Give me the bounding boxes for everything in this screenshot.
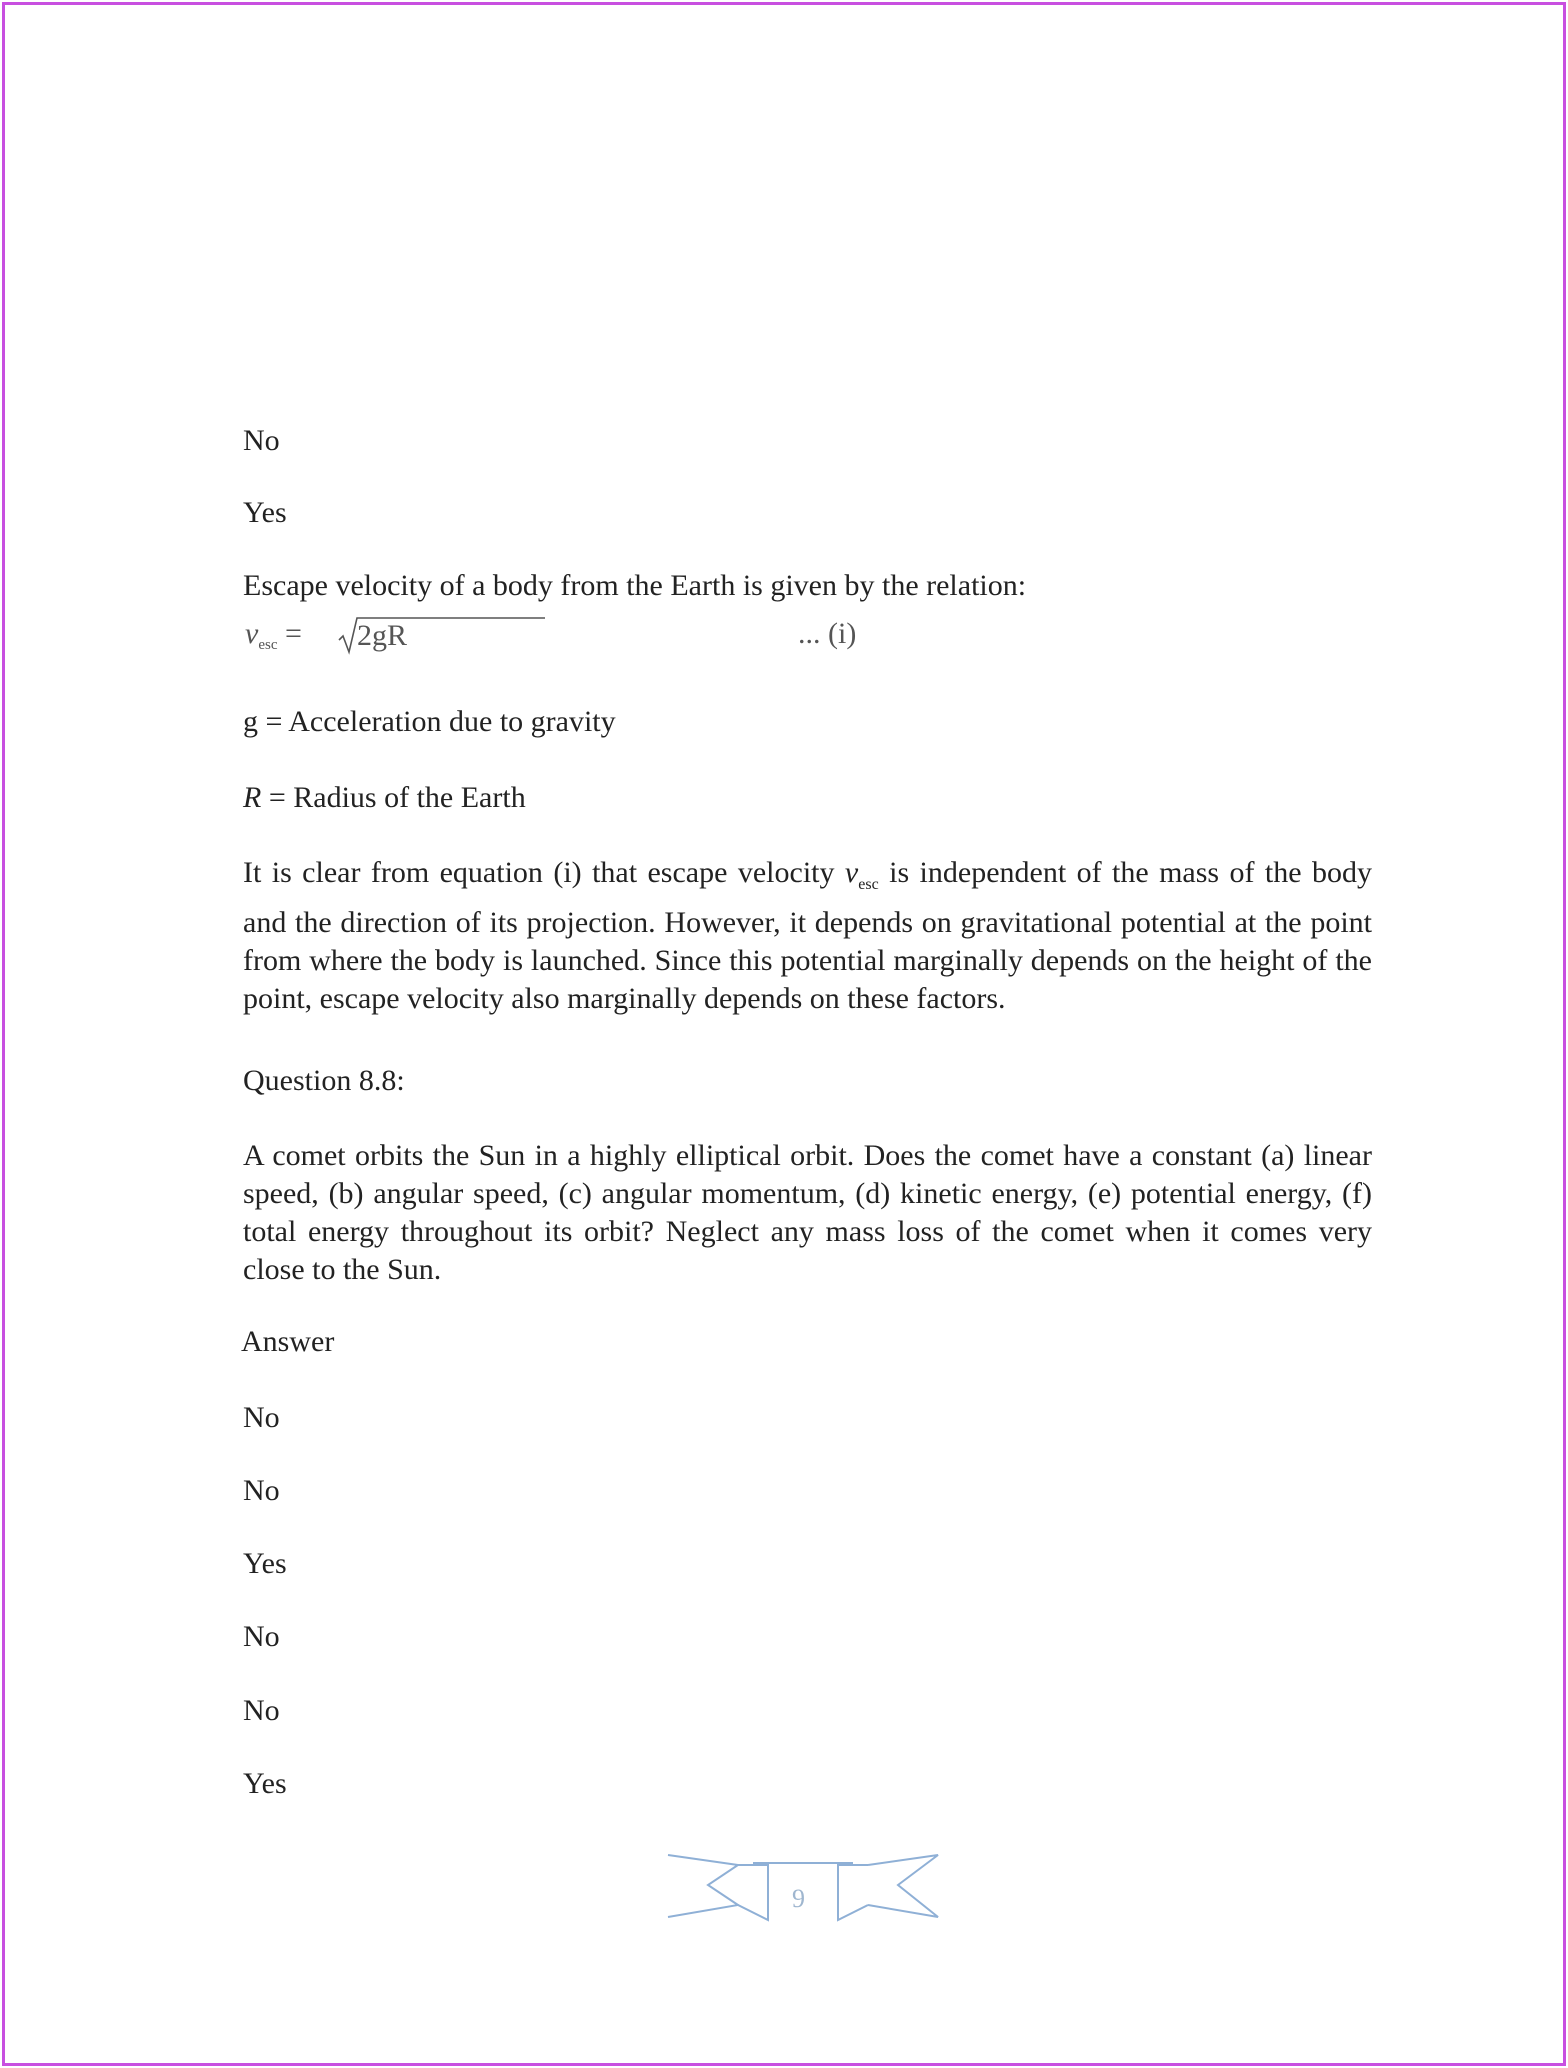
page-border	[2, 2, 1566, 2066]
r-definition: R = Radius of the Earth	[243, 781, 526, 814]
answer-item-a: No	[243, 1401, 280, 1434]
answer-item-f: Yes	[243, 1767, 287, 1800]
escape-velocity-formula	[245, 612, 885, 662]
g-definition: g = Acceleration due to gravity	[243, 705, 616, 738]
answer-item-e: No	[243, 1694, 280, 1727]
escape-velocity-explanation: It is clear from equation (i) that escape velocity $v_{esc}$ is independent of the mass of the body and the direction of its projection. However, it depends on gravitational potential at the point from where the body is launched. Since this potential marginally depends on the height of the point, escape velocity also marginally depends on these factors.	[243, 856, 1372, 1015]
answer-line-no: No	[243, 424, 280, 457]
formula-lhs: $v_{esc}$ =	[245, 617, 302, 653]
page-number: 9	[792, 1884, 805, 1913]
answer-item-d: No	[243, 1620, 280, 1653]
answer-item-c: Yes	[243, 1547, 287, 1580]
equation-number: ... (i)	[798, 617, 857, 650]
question-text: A comet orbits the Sun in a highly elliptical orbit. Does the comet have a constant (a) linear speed, (b) angular speed, (c) angular momentum, (d) kinetic energy, (e) potential energy, (f) total energy throughout its orbit? Neglect any mass loss of the comet when it comes very close to the Sun.	[243, 1139, 1372, 1286]
answer-label: Answer	[241, 1325, 335, 1358]
question-heading: Question 8.8:	[243, 1064, 405, 1097]
formula-radicand: 2gR	[357, 619, 408, 652]
answer-item-b: No	[243, 1474, 280, 1507]
escape-velocity-intro: Escape velocity of a body from the Earth is given by the relation:	[243, 569, 1027, 602]
answer-line-yes: Yes	[243, 496, 287, 529]
